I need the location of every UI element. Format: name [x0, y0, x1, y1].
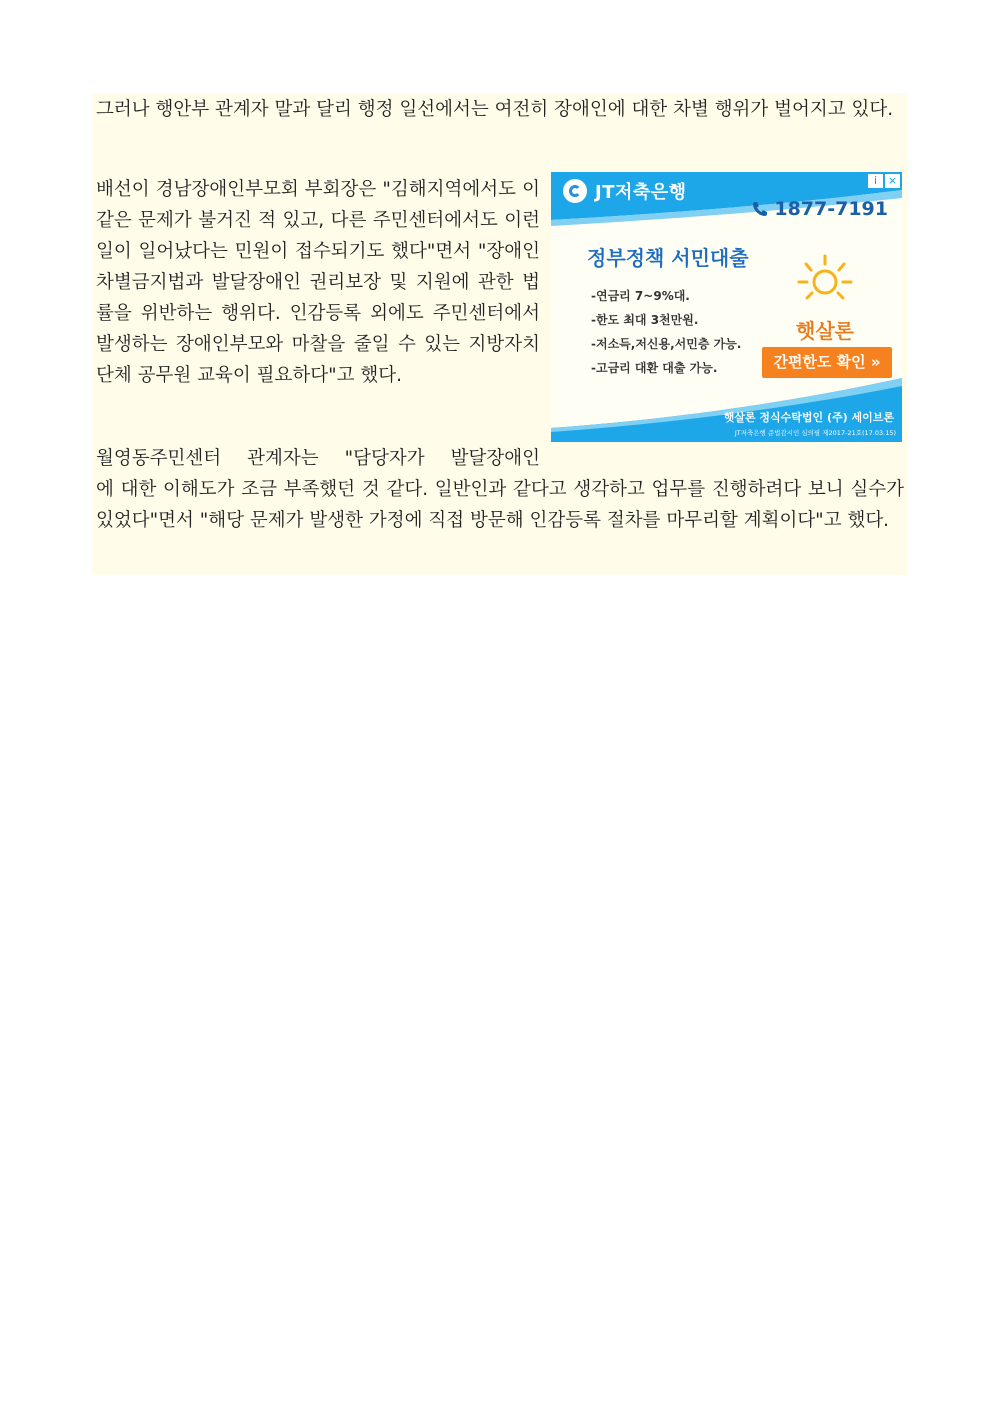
- article-paragraph-3: [96, 443, 904, 536]
- ad-bullet: -고금리 대환 대출 가능.: [591, 361, 718, 375]
- ad-footer-company: 햇살론 정식수탁법인 (주) 세이브론: [723, 411, 894, 424]
- ad-info-icon[interactable]: i: [868, 174, 883, 188]
- article-paragraph-3-rest: 에 대한 이해도가 조금 부족했던 것 같다. 일반인과 같다고 생각하고 업무를 진행하려다 보니 실수가 있었다"면서 "해당 문제가 발생한 가정에 직접 방문해 인감등록 절차를 마무리할 계획이다"고 했다.: [96, 479, 904, 531]
- phone-icon: [752, 201, 768, 217]
- ad-bullet: -연금리 7~9%대.: [591, 289, 690, 303]
- ad-bullet: -한도 최대 3천만원.: [591, 313, 699, 327]
- ad-choices[interactable]: [868, 174, 900, 188]
- bank-logo-icon: [563, 179, 587, 203]
- ad-phone-number: 1877-7191: [774, 198, 888, 220]
- ad-bullet-list: [591, 284, 741, 380]
- ad-bank-name: JT저축은행: [595, 182, 687, 203]
- advertisement[interactable]: [551, 172, 902, 442]
- ad-bullet: -저소득,저신용,서민층 가능.: [591, 337, 742, 351]
- ad-logo[interactable]: [563, 178, 687, 204]
- ad-phone[interactable]: [752, 198, 888, 220]
- ad-close-icon[interactable]: ×: [885, 174, 900, 188]
- ad-footer-compliance: JT저축은행 준법감시인 심의필 제2017-21호(17.03.15): [734, 429, 896, 437]
- article-paragraph-3-first-line: 월영동주민센터 관계자는 "담당자가 발달장애인: [96, 448, 540, 469]
- ad-headline: 정부정책 서민대출: [587, 246, 749, 270]
- article-paragraph-1: 그러나 행안부 관계자 말과 달리 행정 일선에서는 여전히 장애인에 대한 차별 행위가 벌어지고 있다.: [96, 99, 894, 120]
- ad-cta-button[interactable]: 간편한도 확인 »: [762, 347, 892, 378]
- sun-logo-icon: [795, 250, 855, 350]
- svg-text:햇살론: 햇살론: [796, 319, 854, 343]
- article-paragraph-2: 배선이 경남장애인부모회 부회장은 "김해지역에서도 이 같은 문제가 불거진 적 있고, 다른 주민센터에서도 이런 일이 일어났다는 민원이 접수되기도 했다"면서 "장애인차별금지법과 발달장애인 권리보장 및 지원에 관한 법률을 위반하는 행위다. 인감등록 외에도 주민센터에서 발생하는 장애인부모와 마찰을 줄일 수 있는 지방자치단체 공무원 교육이 필요하다"고 했다.: [96, 179, 540, 386]
